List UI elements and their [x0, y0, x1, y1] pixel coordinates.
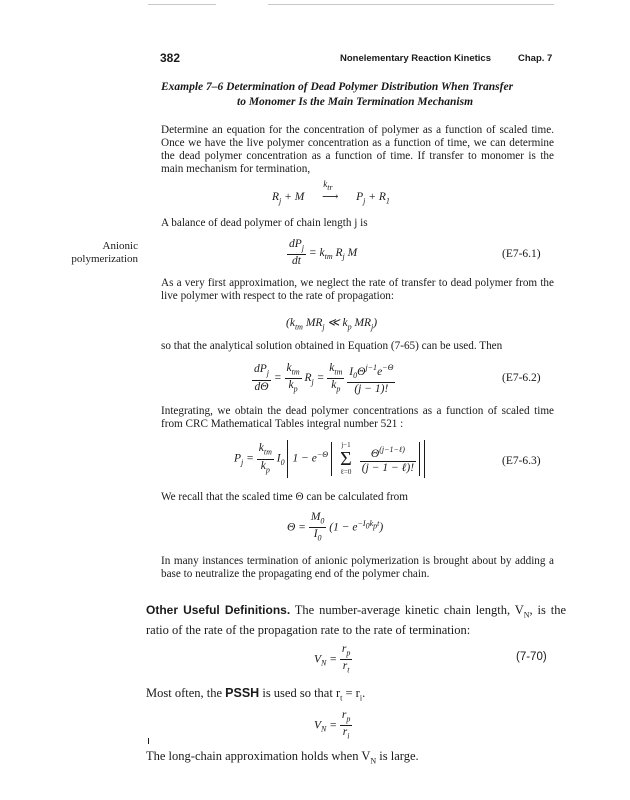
example-title-line2: to Monomer Is the Main Termination Mechanism	[237, 96, 474, 108]
page-number: 382	[160, 51, 181, 65]
equation-vn-ri: $V_N$ = $\frac{r_p}{r_i}$	[314, 709, 351, 741]
margin-note	[38, 240, 138, 266]
section-heading: Other Useful Definitions.	[146, 603, 291, 617]
final-text: The long-chain approximation holds when V	[146, 749, 371, 763]
final-text-end: is large.	[376, 749, 419, 763]
section-para-1-end: , is the ratio of the rate of the propagation rate to the rate of termination:	[146, 603, 566, 637]
equation-e7-6-2: $\frac{dP_j}{d\Theta}$ = $\frac{k_{tm}}{k_p}$ $R_j$ = $\frac{k_{tm}}{k_p}$ $\frac{I_0\Theta^{j-1}e^{-\Theta}}{(j - 1)!}$	[254, 361, 394, 396]
theta-equation: Θ = $\frac{M_0}{I_0}$ $(1 - e^{-I_0k_pt})$	[287, 511, 384, 543]
reaction-plus-m: + M	[284, 191, 305, 203]
example-title-line1: Example 7–6 Determination of Dead Polymer Distribution When Transfer	[161, 81, 514, 93]
final-line: The long-chain approximation holds when $V_N$ is large.	[146, 749, 419, 766]
example-paragraph-4: Integrating, we obtain the dead polymer concentrations as a function of scaled time from CRC Mathematical Tables integral number 521 :	[161, 405, 554, 430]
margin-note-line1: Anionic	[102, 240, 138, 252]
section-paragraph: Other Useful Definitions. The number-average kinetic chain length, $V_N$, is the ratio of the rate of the propagation rate to the rate of termination:	[146, 603, 566, 637]
example-paragraph-3: so that the analytical solution obtained in Equation (7-65) can be used. Then	[161, 340, 503, 352]
equation-e7-6-3: $P_j$ = $\frac{k_{tm}}{k_p}$ $I_0$ $1 - e^{-\Theta}$ j−1 Σ ℓ=0 $\frac{\Theta^{(j-1-\ell)}}{\text{(j − 1 − ℓ)!}}$	[234, 440, 425, 478]
equation-e7-6-3-label: (E7-6.3)	[502, 455, 541, 467]
equation-7-70-label: (7-70)	[516, 651, 547, 663]
example-paragraph-2: As a very first approximation, we neglect the rate of transfer to dead polymer from the live polymer with respect to the rate of propagation:	[161, 277, 554, 302]
chapter-label: Chap. 7	[518, 53, 553, 64]
example-paragraph-5: We recall that the scaled time Θ can be calculated from	[161, 491, 408, 503]
pssh-pre: Most often, the	[146, 686, 226, 700]
section-para-1: The number-average kinetic chain length, V	[290, 603, 524, 617]
balance-text: A balance of dead polymer of chain length j is	[161, 217, 368, 229]
reaction-left: R	[272, 191, 280, 203]
margin-tick	[148, 738, 149, 744]
margin-note-line2: polymerization	[71, 253, 138, 265]
reaction-arrow-label: k	[323, 179, 328, 189]
equation-e7-6-1: $\frac{dP_j}{dt}$ = $k_{tm}$ $R_j$ M	[289, 238, 358, 268]
top-rule-right	[268, 4, 554, 5]
approximation-inequality: ($k_{tm}$ $MR_j$ ≪ $k_p$ $MR_j$)	[286, 317, 378, 332]
pssh-line: Most often, the PSSH is used so that $r_t = r_i$.	[146, 686, 366, 703]
pssh-bold: PSSH	[225, 686, 260, 700]
top-rule-left	[148, 4, 216, 5]
reaction-equation: $R_j + M$ $k_{tr}$ ⟶ $P_j + R_1$	[272, 179, 390, 206]
reaction-right: P	[356, 191, 364, 203]
equation-7-70: $V_N$ = $\frac{r_p}{r_t}$	[314, 643, 351, 675]
reaction-arrow: ⟶	[321, 191, 339, 203]
pssh-post: is used so that r	[259, 686, 341, 700]
equation-e7-6-1-label: (E7-6.1)	[502, 248, 541, 260]
example-paragraph-1: Determine an equation for the concentration of polymer as a function of scaled time. Once we have the live polymer concentration as a function of time, we can determine the dead polymer concentration as a function of time. If transfer to monomer is the main mechanism for termination,	[161, 124, 554, 175]
example-paragraph-6: In many instances termination of anionic polymerization is brought about by adding a base to neutralize the propagating end of the polymer chain.	[161, 555, 554, 580]
reaction-plus-r: + R	[368, 191, 386, 203]
equation-e7-6-2-label: (E7-6.2)	[502, 372, 541, 384]
running-title: Nonelementary Reaction Kinetics	[340, 53, 491, 64]
